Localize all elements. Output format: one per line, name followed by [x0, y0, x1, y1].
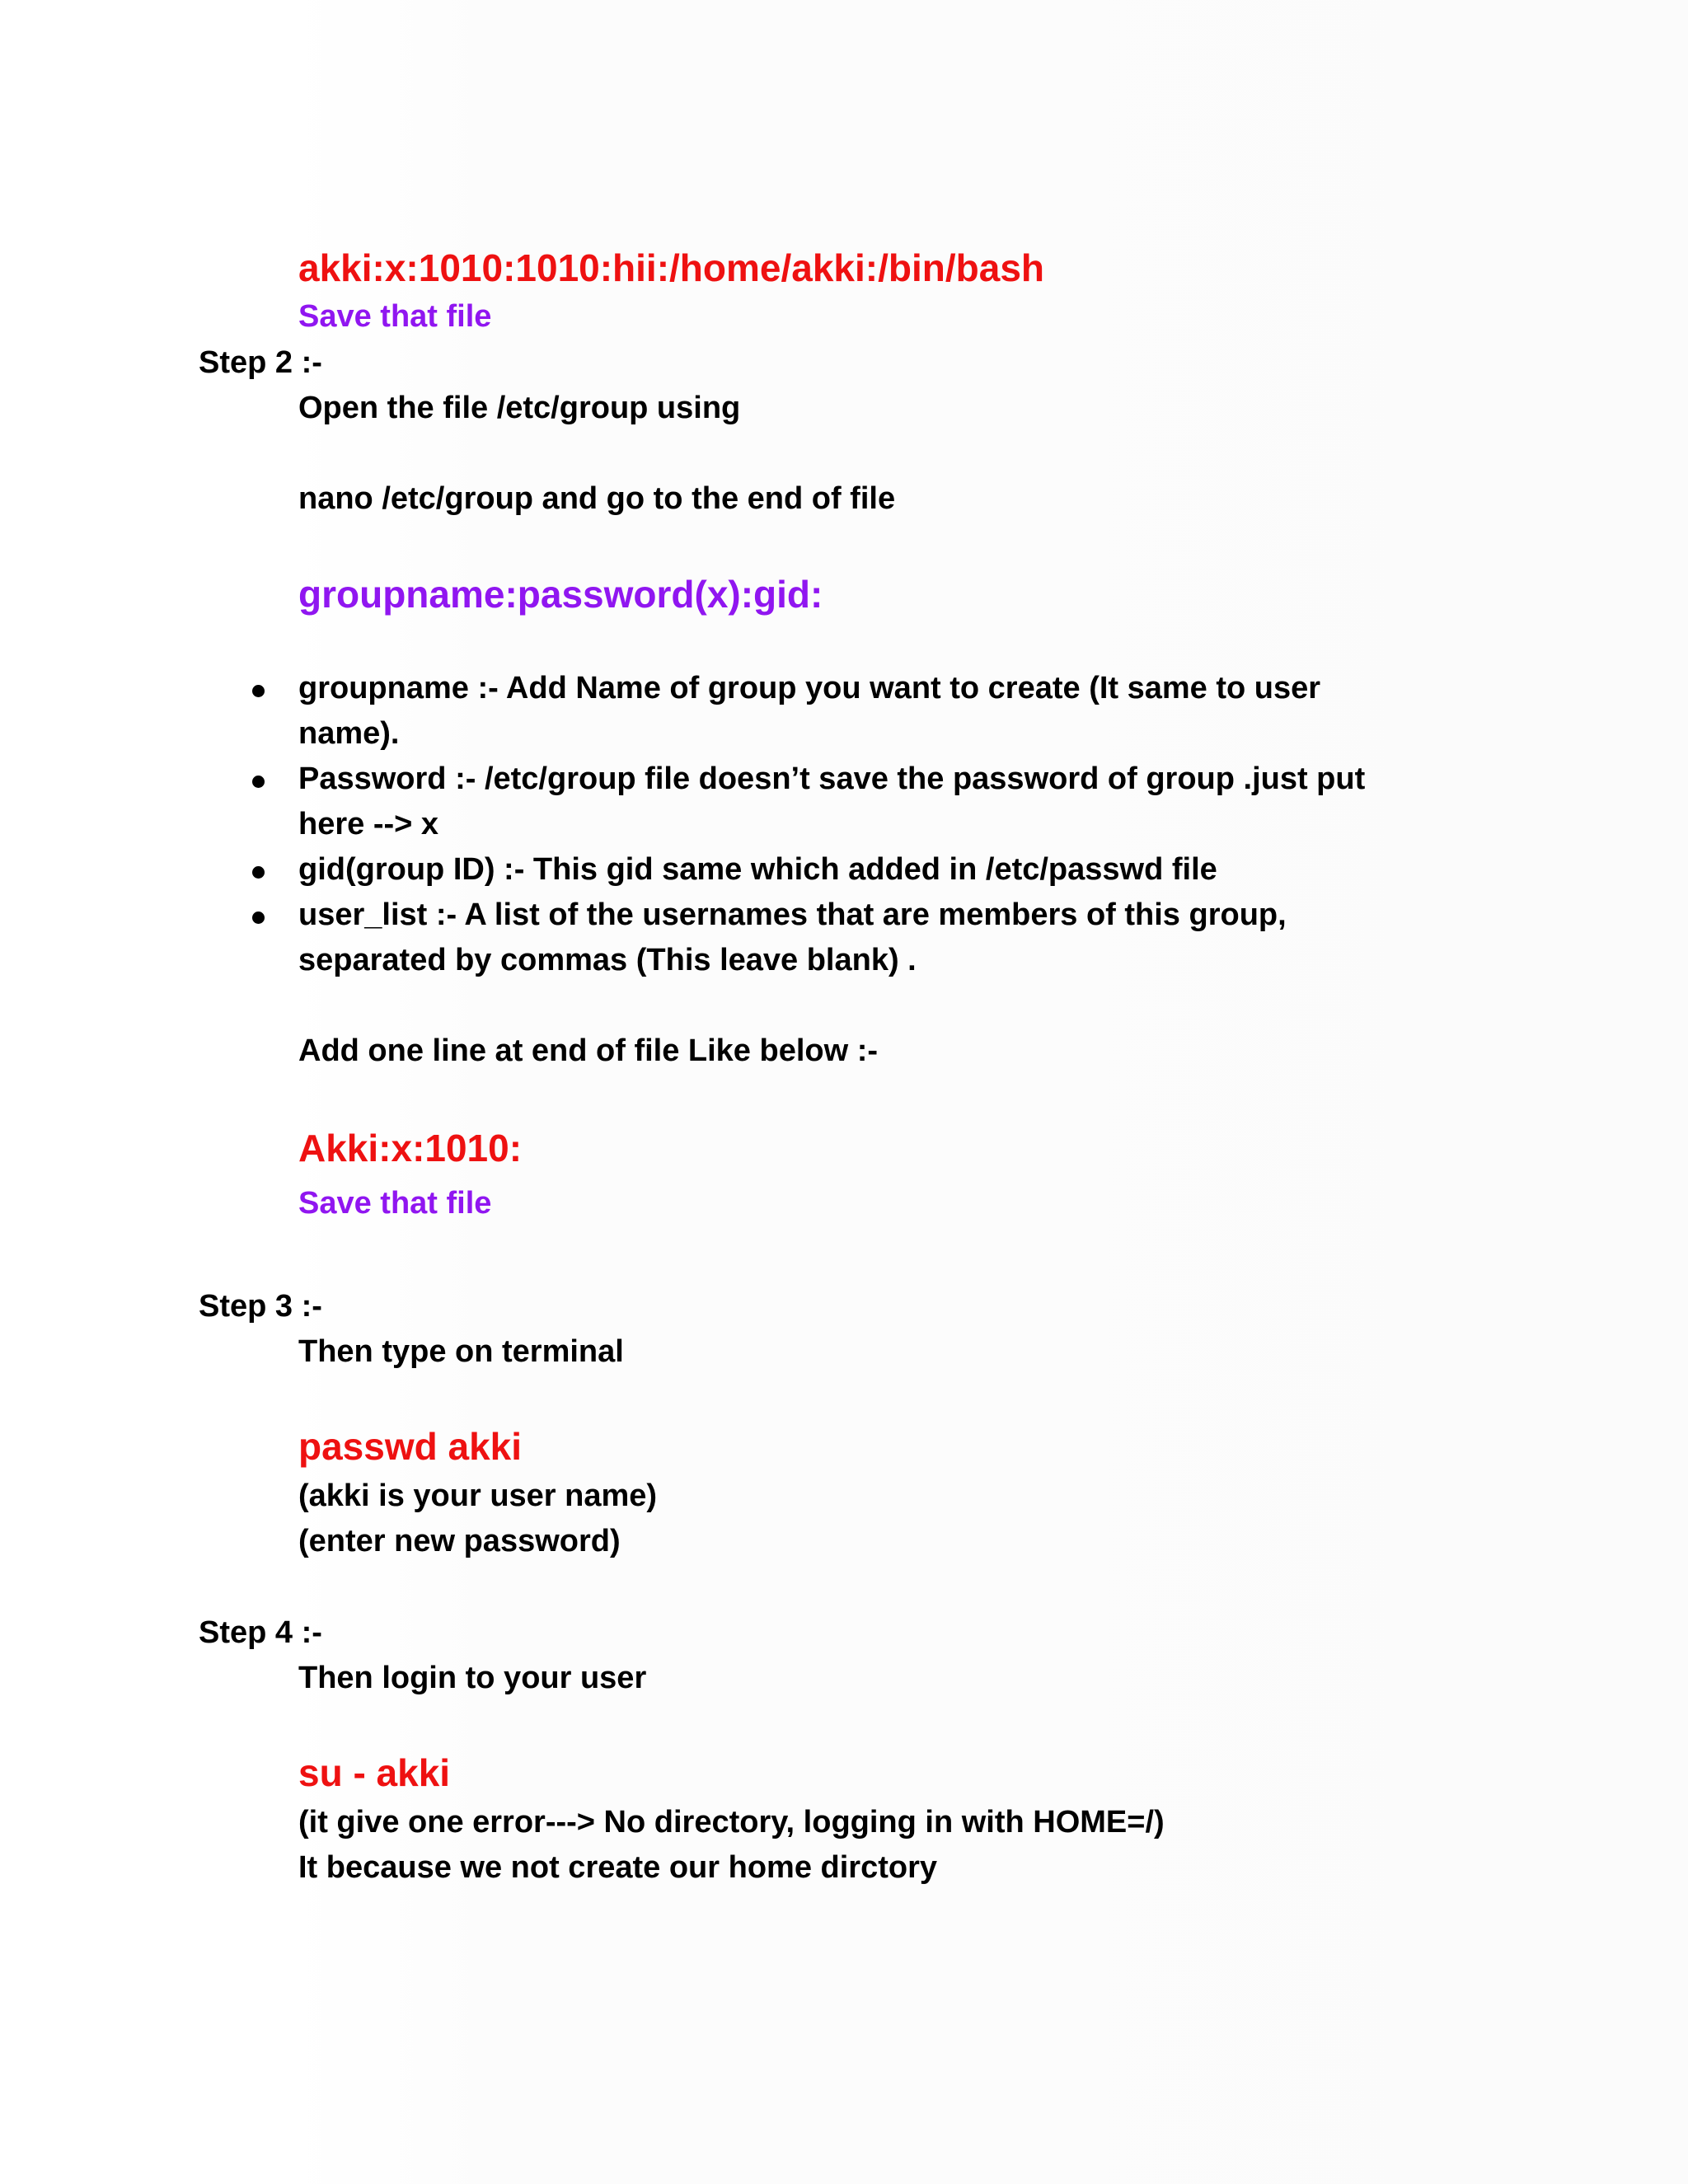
bullet-icon	[252, 866, 265, 879]
su-command: su - akki	[298, 1751, 451, 1794]
bullet-item-gid: gid(group ID) :- This gid same which added in /etc/passwd file	[298, 852, 1217, 887]
passwd-entry-line: akki:x:1010:1010:hii:/home/akki:/bin/bash	[298, 246, 1045, 289]
bullet-icon	[252, 776, 265, 788]
step-2-heading: Step 2 :-	[199, 345, 322, 380]
bullet-icon	[252, 685, 265, 697]
step-2-instruction: Open the file /etc/group using	[298, 391, 741, 425]
save-file-note-2: Save that file	[298, 1186, 492, 1221]
step-3-note-password: (enter new password)	[298, 1524, 621, 1558]
step-4-heading: Step 4 :-	[199, 1615, 322, 1650]
bullet-item-password-cont: here --> x	[298, 807, 439, 841]
bullet-icon	[252, 912, 265, 924]
passwd-command: passwd akki	[298, 1425, 523, 1468]
bullet-item-user-list: user_list :- A list of the usernames that are members of this group,	[298, 898, 1287, 932]
step-4-note-reason: It because we not create our home dirctory	[298, 1850, 937, 1885]
add-line-instruction: Add one line at end of file Like below :-	[298, 1033, 879, 1068]
save-file-note: Save that file	[298, 299, 492, 334]
bullet-item-password: Password :- /etc/group file doesn’t save the password of group .just put	[298, 762, 1366, 796]
step-3-instruction: Then type on terminal	[298, 1334, 624, 1369]
bullet-item-groupname: groupname :- Add Name of group you want to create (It same to user	[298, 671, 1321, 705]
bullet-item-user-list-cont: separated by commas (This leave blank) .	[298, 943, 917, 977]
group-entry-line: Akki:x:1010:	[298, 1127, 523, 1169]
bullet-item-groupname-cont: name).	[298, 716, 400, 751]
step-3-heading: Step 3 :-	[199, 1289, 322, 1324]
step-2-nano-command: nano /etc/group and go to the end of file	[298, 481, 896, 516]
step-4-instruction: Then login to your user	[298, 1661, 647, 1695]
group-format-line: groupname:password(x):gid:	[298, 573, 823, 616]
step-4-note-error: (it give one error---> No directory, logging in with HOME=/)	[298, 1805, 1165, 1840]
step-3-note-username: (akki is your user name)	[298, 1479, 658, 1513]
